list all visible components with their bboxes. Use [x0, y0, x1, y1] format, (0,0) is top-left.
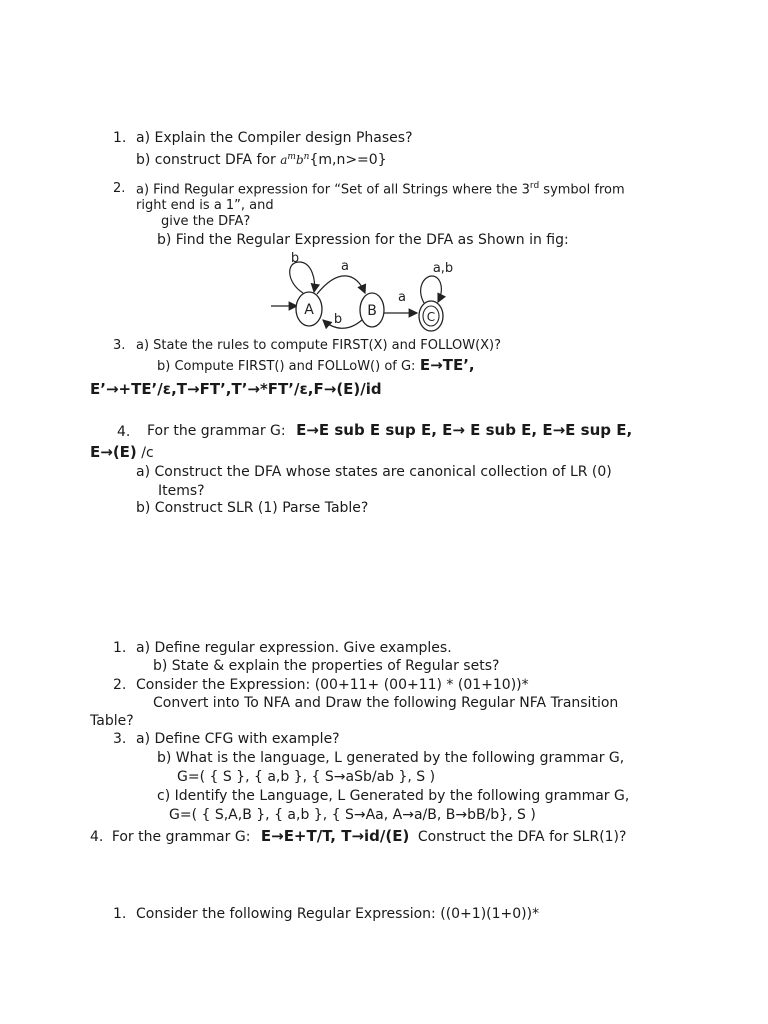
- s2-q1-b: b) State & explain the properties of Regular sets?: [153, 658, 500, 674]
- s3-q1-num: 1.: [113, 906, 127, 922]
- edge-a-b: [317, 276, 365, 294]
- s2-q4-line: [90, 829, 626, 844]
- edge-b-a: [323, 320, 362, 328]
- dfa-state-c-label: C: [426, 310, 436, 324]
- s2-q2-num: 2.: [113, 677, 127, 693]
- s1-q2-a-line3: give the DFA?: [161, 214, 251, 229]
- s1-q4-grammar2: E→(E): [90, 443, 137, 461]
- s2-q2-line1: Consider the Expression: (00+11+ (00+11) * (01+10))*: [136, 677, 529, 693]
- s2-q4-num: 4.: [90, 829, 104, 845]
- loop-c: [421, 276, 442, 303]
- s2-q4-suffix: Construct the DFA for SLR(1)?: [417, 829, 627, 845]
- s1-q1-b-suffix: {m,n>=0}: [309, 152, 387, 168]
- s1-q3-b-grammar2: E’→+TE’/ε,T→FT’,T’→*FT’/ε,F→(E)/id: [90, 380, 382, 398]
- s1-q2-num: 2.: [113, 181, 126, 196]
- s1-q3-a: a) State the rules to compute FIRST(X) and FOLLOW(X)?: [136, 338, 502, 353]
- s2-q4-grammar: E→E+T/T, T→id/(E): [260, 827, 410, 845]
- s1-q3-b-grammar1: E→TE’,: [419, 356, 475, 374]
- s1-q4-line2: [90, 445, 154, 460]
- s2-q3-b: b) What is the language, L generated by the following grammar G,: [157, 750, 625, 766]
- s1-q1-b: [136, 153, 387, 167]
- s1-q4-grammar2-rest: /c: [136, 445, 154, 461]
- loop-a-label: b: [290, 251, 300, 266]
- edge-b-a-label: b: [333, 312, 343, 327]
- s1-q1-b-prefix: b) construct DFA for: [136, 152, 276, 168]
- s2-q1-num: 1.: [113, 640, 127, 656]
- s2-q3-num: 3.: [113, 731, 127, 747]
- s1-q1-a: a) Explain the Compiler design Phases?: [136, 130, 413, 146]
- s3-q1-text: Consider the following Regular Expression: ((0+1)(1+0))*: [136, 906, 540, 922]
- s1-q4-a: a) Construct the DFA whose states are canonical collection of LR (0): [136, 464, 612, 480]
- s1-q2-b: b) Find the Regular Expression for the DFA as Shown in fig:: [157, 232, 569, 248]
- s1-q4-line1: [147, 423, 632, 438]
- s2-q1-a: a) Define regular expression. Give examples.: [136, 640, 452, 656]
- s1-q3-b: [157, 358, 475, 373]
- s1-q4-num: 4.: [117, 424, 131, 440]
- s1-q4-a-cont: Items?: [158, 483, 205, 499]
- edge-b-c-label: a: [398, 290, 406, 305]
- s2-q2-line3: Table?: [90, 713, 134, 729]
- s1-q1-num: 1.: [113, 130, 127, 146]
- s2-q2-line2: Convert into To NFA and Draw the following Regular NFA Transition: [153, 695, 619, 711]
- s1-q2-a-line1: a) Find Regular expression for “Set of all Strings where the 3rd symbol from: [136, 181, 625, 198]
- s1-q3-num: 3.: [113, 338, 126, 353]
- dfa-state-b-label: B: [367, 303, 377, 319]
- loop-a: [290, 262, 315, 293]
- edge-a-b-label: a: [341, 259, 349, 274]
- s2-q3-c: c) Identify the Language, L Generated by the following grammar G,: [157, 788, 630, 804]
- s2-q3-b-grammar: G=( { S }, { a,b }, { S→aSb/ab }, S ): [177, 769, 436, 785]
- dfa-state-a-label: A: [304, 302, 314, 318]
- s2-q4-prefix: For the grammar G:: [111, 829, 251, 845]
- s2-q3-c-grammar: G=( { S,A,B }, { a,b }, { S→Aa, A→a/B, B→bB/b}, S ): [169, 807, 536, 823]
- s2-q3-a: a) Define CFG with example?: [136, 731, 340, 747]
- s1-q4-prefix: For the grammar G:: [147, 423, 286, 439]
- s1-q4-grammar1: E→E sub E sup E, E→ E sub E, E→E sup E,: [296, 421, 633, 439]
- s1-q4-b: b) Construct SLR (1) Parse Table?: [136, 500, 369, 516]
- s1-q1-b-expression: $a^mb^n$: [280, 152, 310, 167]
- loop-c-label: a,b: [432, 261, 454, 276]
- s1-q2-a-line2: right end is a 1”, and: [136, 198, 274, 213]
- s1-q3-b-prefix: b) Compute FIRST() and FOLLoW() of G:: [157, 359, 416, 374]
- dfa-figure: [268, 250, 468, 334]
